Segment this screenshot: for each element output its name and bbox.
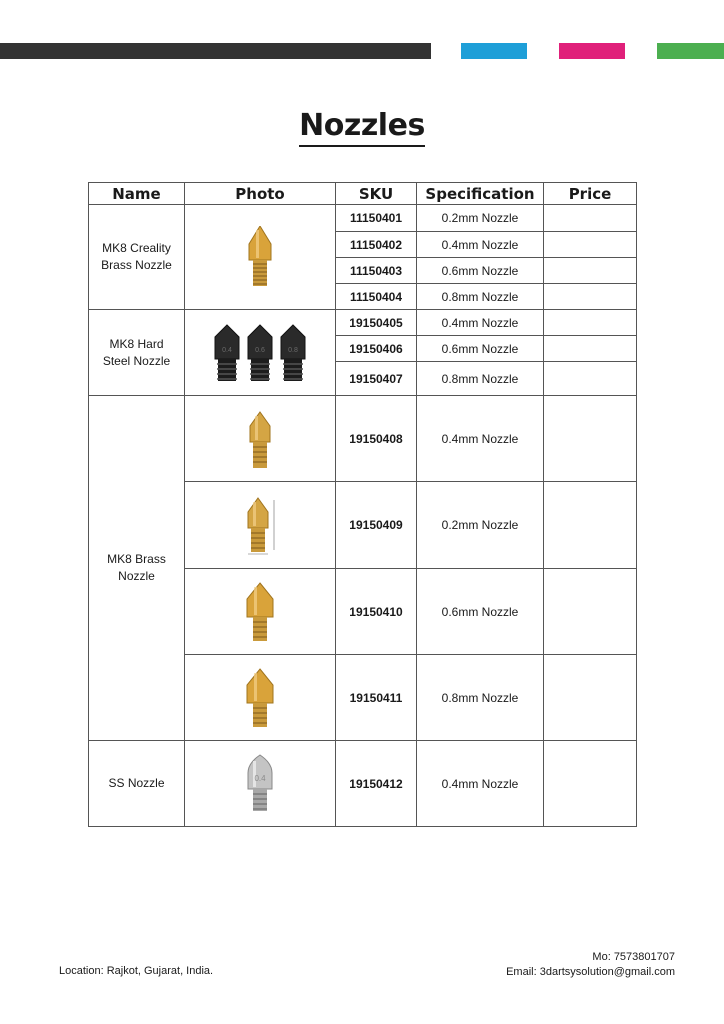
- sku-cell: 19150405: [336, 310, 417, 336]
- footer-email: Email: 3dartsysolution@gmail.com: [506, 966, 675, 978]
- product-name-cell: [89, 396, 185, 741]
- sku-cell: 11150402: [336, 232, 417, 258]
- price-cell: [544, 482, 637, 569]
- footer-location: Location: Rajkot, Gujarat, India.: [59, 965, 214, 977]
- price-cell: [544, 258, 637, 284]
- sku-cell: 19150410: [336, 569, 417, 655]
- page-title-wrapper: [0, 108, 724, 147]
- sku-cell: 19150407: [336, 362, 417, 396]
- brass-nozzle-icon: [185, 226, 335, 288]
- product-name-line: MK8 Hard: [109, 336, 164, 351]
- col-header-name: Name: [89, 183, 185, 205]
- col-header-price: Price: [544, 183, 637, 205]
- spec-cell: 0.8mm Nozzle: [417, 284, 544, 310]
- price-cell: [544, 336, 637, 362]
- spec-cell: 0.8mm Nozzle: [417, 655, 544, 741]
- product-photo-cell: [185, 205, 336, 310]
- spec-cell: 0.6mm Nozzle: [417, 569, 544, 655]
- table-row: [89, 310, 637, 336]
- nozzle-size-label: 0.6: [255, 346, 265, 354]
- brass-nozzle-icon: [185, 667, 335, 729]
- price-cell: [544, 396, 637, 482]
- header-bar-dark: [0, 43, 431, 59]
- brass-nozzle-icon: [185, 494, 335, 556]
- sku-cell: 19150406: [336, 336, 417, 362]
- table-header-row: [89, 183, 637, 205]
- page-title: Nozzles: [299, 108, 425, 147]
- product-name-cell: [89, 741, 185, 827]
- footer-contact: [506, 950, 675, 980]
- col-header-sku: SKU: [336, 183, 417, 205]
- product-photo-cell: [185, 569, 336, 655]
- nozzle-size-label: 0.4: [254, 773, 266, 783]
- sku-cell: 19150408: [336, 396, 417, 482]
- price-cell: [544, 310, 637, 336]
- sku-cell: 19150412: [336, 741, 417, 827]
- spec-cell: 0.6mm Nozzle: [417, 258, 544, 284]
- col-header-spec: Specification: [417, 183, 544, 205]
- brass-nozzle-icon: [185, 408, 335, 470]
- product-name-line: SS Nozzle: [108, 776, 165, 790]
- spec-cell: 0.4mm Nozzle: [417, 741, 544, 827]
- product-photo-cell: [185, 396, 336, 482]
- product-photo-cell: [185, 655, 336, 741]
- sku-cell: 11150401: [336, 205, 417, 232]
- product-photo-cell: [185, 482, 336, 569]
- stainless-nozzle-icon: [185, 753, 335, 815]
- price-cell: [544, 205, 637, 232]
- table-row: [89, 396, 637, 482]
- product-name-cell: [89, 310, 185, 396]
- spec-cell: 0.6mm Nozzle: [417, 336, 544, 362]
- price-cell: [544, 741, 637, 827]
- nozzle-size-label: 0.8: [288, 346, 298, 354]
- price-cell: [544, 232, 637, 258]
- spec-cell: 0.2mm Nozzle: [417, 482, 544, 569]
- nozzle-price-table: [88, 182, 637, 827]
- sku-cell: 19150411: [336, 655, 417, 741]
- sku-cell: 19150409: [336, 482, 417, 569]
- sku-cell: 11150403: [336, 258, 417, 284]
- table-row: [89, 205, 637, 232]
- product-name-line: Brass Nozzle: [101, 258, 172, 272]
- hardened-steel-nozzles-icon: [185, 323, 335, 383]
- header-bar-green: [657, 43, 724, 59]
- price-cell: [544, 655, 637, 741]
- footer-mobile: Mo: 7573801707: [592, 951, 675, 963]
- product-photo-cell: [185, 310, 336, 396]
- brass-nozzle-icon: [185, 581, 335, 643]
- spec-cell: 0.4mm Nozzle: [417, 310, 544, 336]
- sku-cell: 11150404: [336, 284, 417, 310]
- product-name-cell: [89, 205, 185, 310]
- spec-cell: 0.8mm Nozzle: [417, 362, 544, 396]
- product-name-line: Nozzle: [118, 569, 155, 583]
- price-cell: [544, 569, 637, 655]
- col-header-photo: Photo: [185, 183, 336, 205]
- spec-cell: 0.4mm Nozzle: [417, 232, 544, 258]
- product-name-line: MK8 Brass: [107, 552, 166, 566]
- product-photo-cell: [185, 741, 336, 827]
- product-name-line: Steel Nozzle: [102, 353, 171, 368]
- spec-cell: 0.4mm Nozzle: [417, 396, 544, 482]
- price-cell: [544, 362, 637, 396]
- table-row: [89, 741, 637, 827]
- price-cell: [544, 284, 637, 310]
- nozzle-size-label: 0.4: [222, 346, 232, 354]
- header-bar-magenta: [559, 43, 625, 59]
- header-bar-cyan: [461, 43, 527, 59]
- spec-cell: 0.2mm Nozzle: [417, 205, 544, 232]
- product-name-line: MK8 Creality: [102, 241, 171, 255]
